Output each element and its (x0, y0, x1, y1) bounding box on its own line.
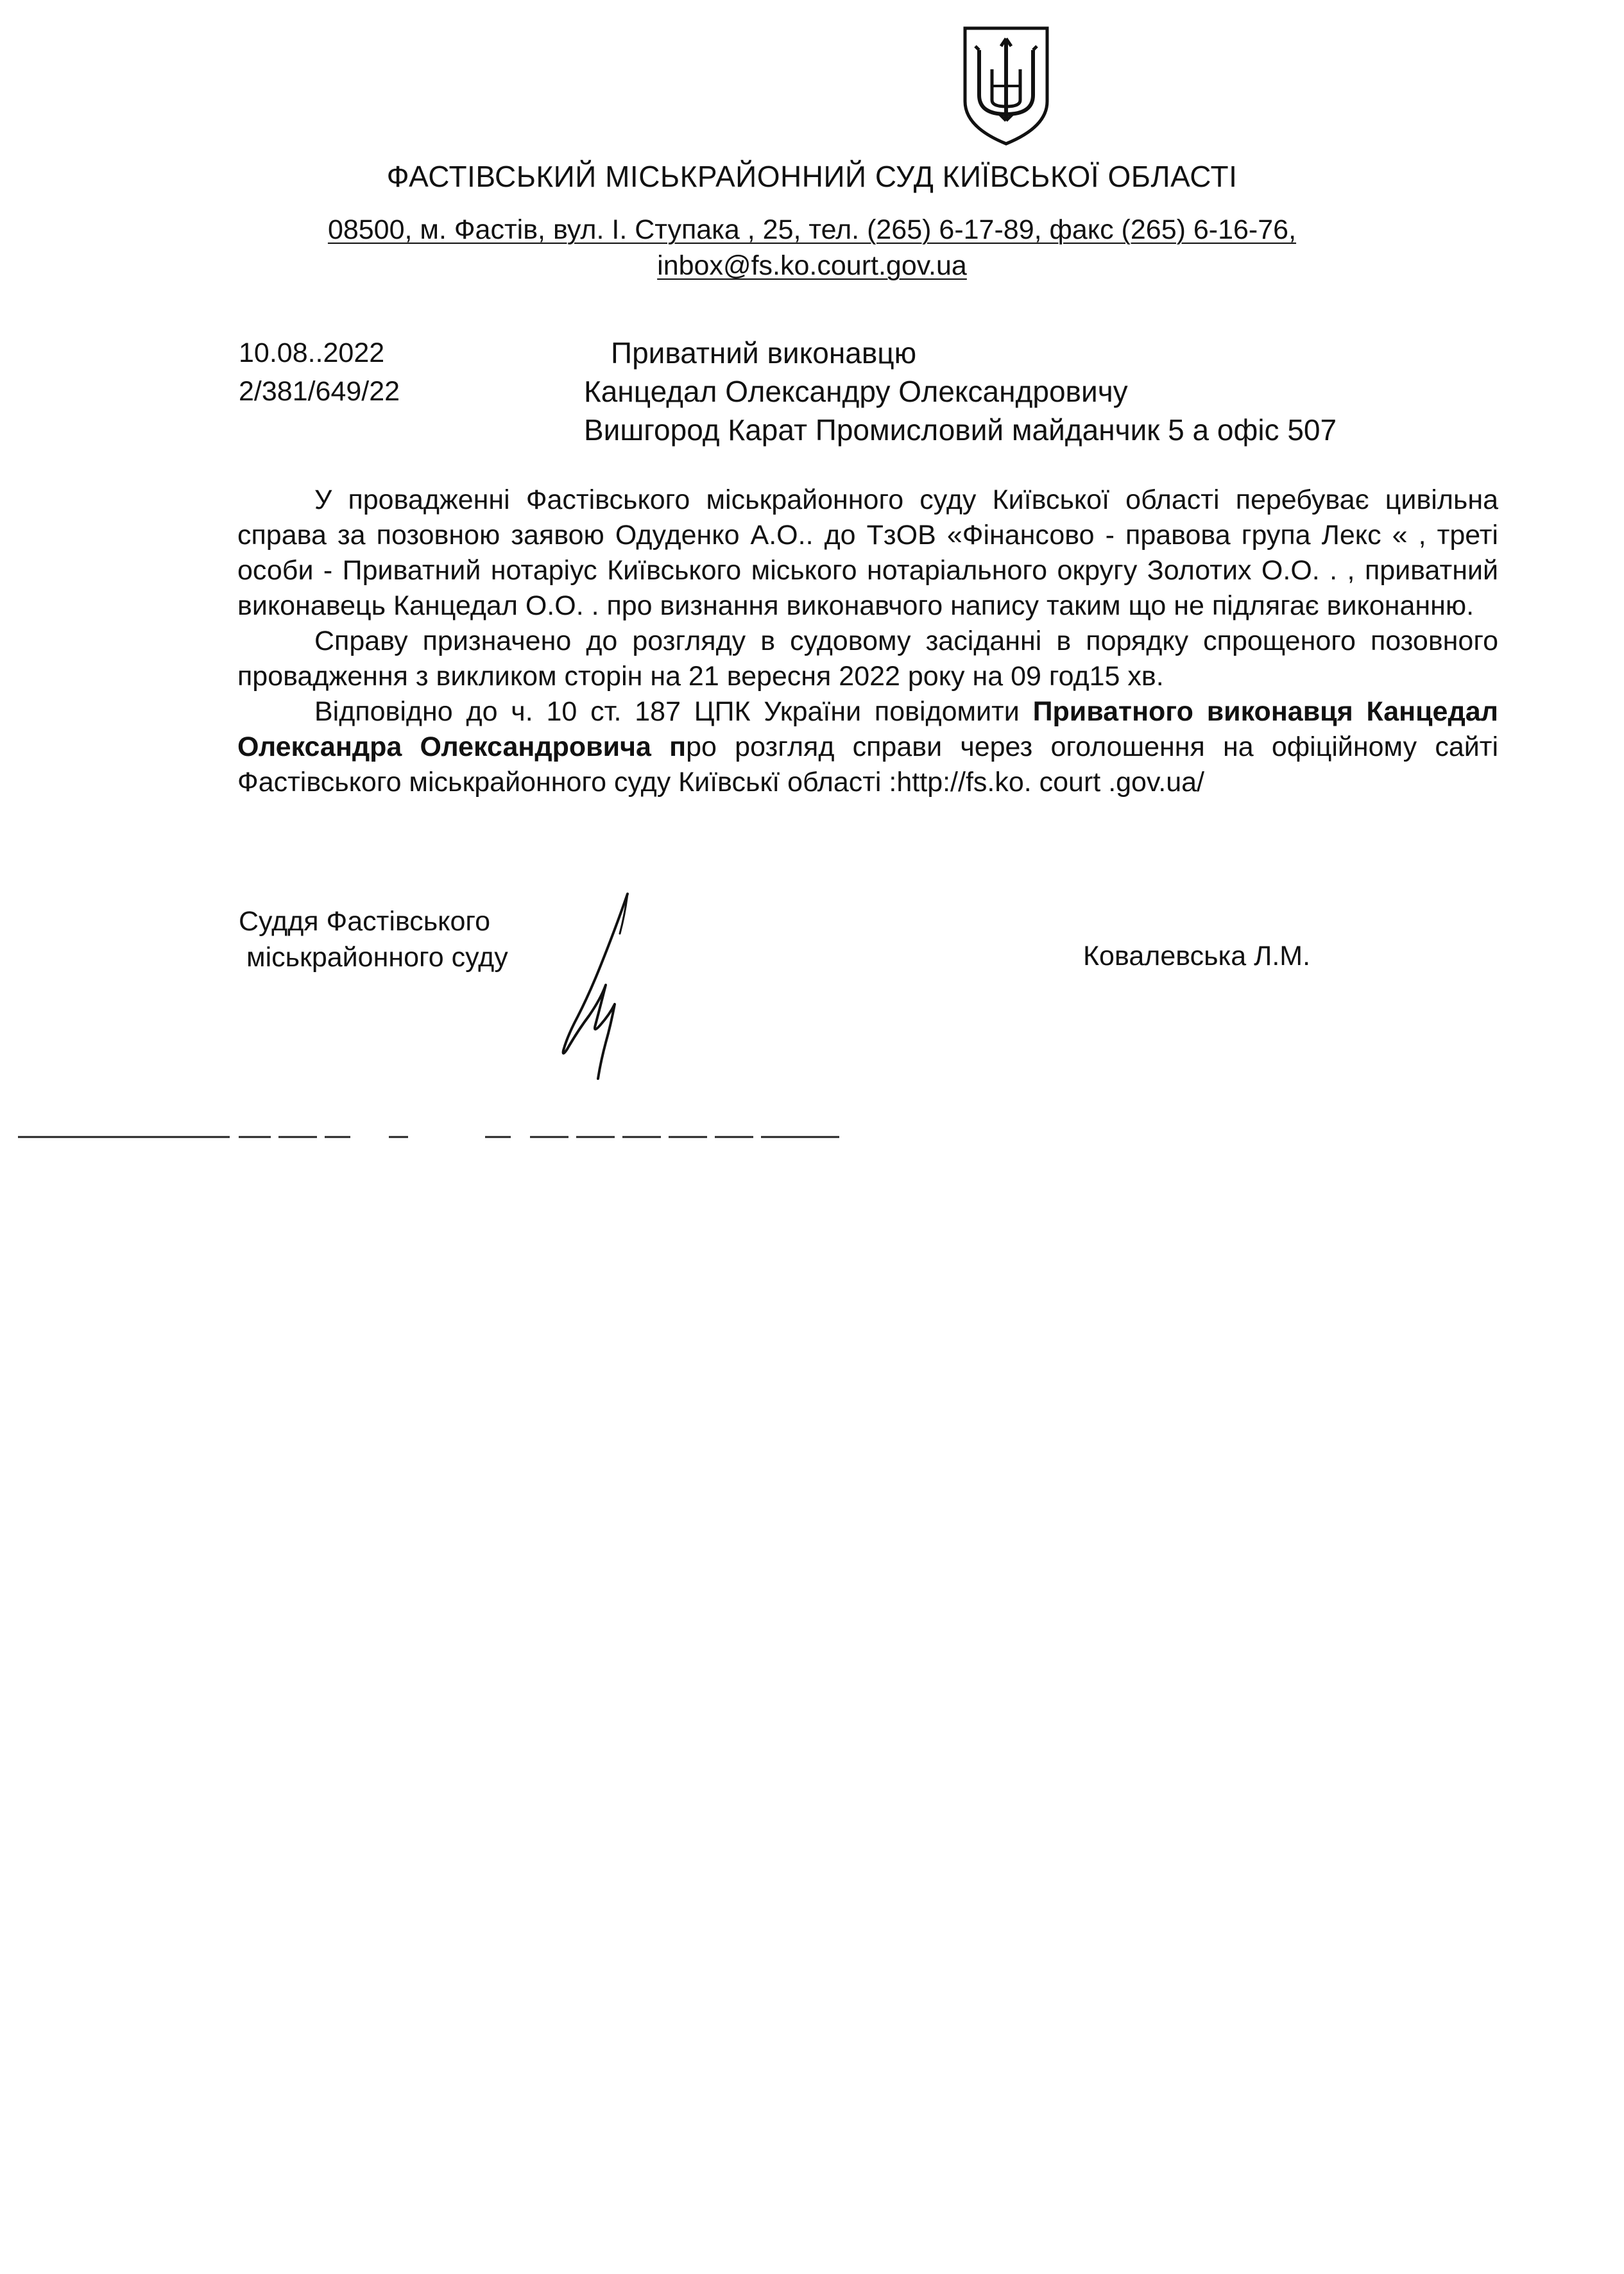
judge-title-line-2: міськрайонного суду (246, 942, 508, 973)
notification-text-start: Відповідно до ч. 10 ст. 187 ЦПК України повідомити (314, 696, 1033, 727)
trident-emblem-icon (960, 24, 1052, 146)
recipient-block (584, 334, 1337, 449)
judge-title (239, 903, 508, 975)
letter-body (237, 483, 1498, 800)
paragraph-case-description: У провадженні Фастівського міськрайонного суду Київської області перебуває цивільна справа за позовною заявою Одуденко А.О.. до ТзОВ «Фінансово - правова група Лекс « , треті особи - Приватний нотаріус Київського міського нотаріального округу Золотих О.О. . , приватний виконавець Канцедал О.О. . про визнання виконавчого напису таким що не підлягає виконанню. (237, 484, 1498, 621)
bottom-divider (18, 1136, 839, 1138)
court-address: 08500, м. Фастів, вул. І. Ступака , 25, тел. (265) 6-17-89, факс (265) 6-16-76, (327, 214, 1297, 245)
paragraph-notification (237, 694, 1498, 800)
case-reference: 2/381/649/22 (239, 376, 400, 407)
paragraph-hearing-date: Справу призначено до розгляду в судовому засіданні в порядку спрощеного позовного провадження з викликом сторін на 21 вересня 2022 року на 09 год15 хв. (237, 626, 1498, 692)
notification-text-end: ро розгляд справи через оголошення на офіційному сайті Фастівського міськрайонного суду Київськї області :http://fs.ko. court .gov.ua/ (237, 731, 1498, 798)
recipient-address: Вишгород Карат Промисловий майданчик 5 а офіс 507 (584, 413, 1337, 447)
court-name: ФАСТІВСЬКИЙ МІСЬКРАЙОННИЙ СУД КИЇВСЬКОЇ ОБЛАСТІ (386, 160, 1238, 193)
handwritten-signature (539, 889, 654, 1081)
recipient-name: Канцедал Олександру Олександровичу (584, 375, 1128, 408)
notification-addressee: Приватного виконавця Канцедал Олександра Олександровича п (237, 696, 1498, 762)
court-contacts (0, 212, 1624, 284)
court-email-link[interactable]: inbox@fs.ko.court.gov.ua (657, 250, 967, 281)
document-date: 10.08..2022 (239, 338, 385, 368)
recipient-role: Приватний виконавцю (611, 336, 917, 370)
judge-name: Ковалевська Л.М. (1083, 941, 1311, 971)
judge-title-line-1: Суддя Фастівського (239, 906, 491, 937)
document-meta (239, 334, 400, 411)
